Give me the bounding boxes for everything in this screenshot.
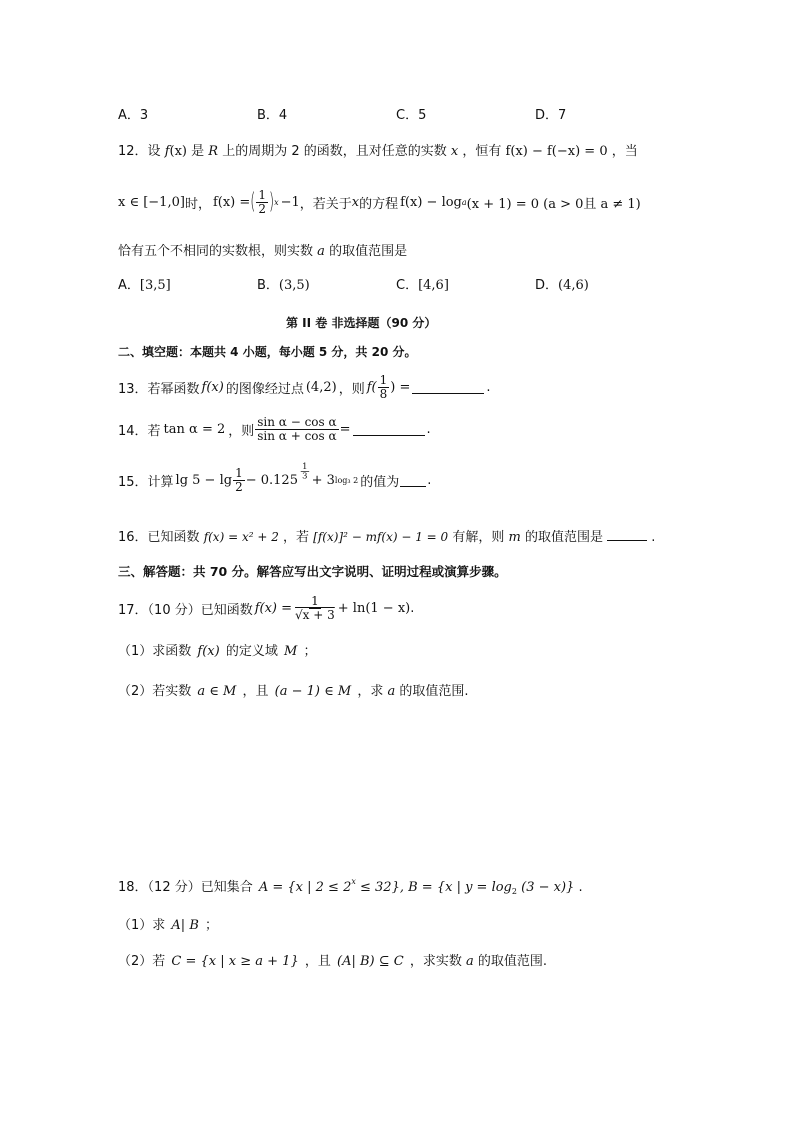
solve-header: 三、解答题：共 70 分。解答应写出文字说明、证明过程或演算步骤。 bbox=[118, 564, 507, 579]
q18-part-2: （2）若 C = {x | x ≥ a + 1} ，且 (A| B) ⊆ C ，求实数 a 的取值范围. bbox=[118, 954, 548, 969]
q17: 17．（10 分）已知函数 f(x) = $\frac{1}{√x + 3}$ + ln(1 − x) . bbox=[118, 593, 415, 622]
fill-in-header: 二、填空题：本题共 4 小题，每小题 5 分，共 20 分。 bbox=[118, 345, 417, 359]
q12-line-1: 12．设 f(x) 是 R 上的周期为 2 的函数，且对任意的实数 x ，恒有 f(x) − f(−x) = 0 ，当 bbox=[118, 144, 638, 159]
q11-option-a: A．3 bbox=[118, 108, 149, 123]
q13-answer-blank[interactable] bbox=[412, 381, 484, 394]
q16: 16．已知函数 f(x) = x² + 2 ，若 [f(x)]² − mf(x) − 1 = 0 有解，则 m 的取值范围是 . bbox=[118, 530, 656, 545]
q17-fraction: $\frac{1}{√x + 3}$ bbox=[295, 593, 335, 622]
q13-fraction: $\frac{1}{8}$ bbox=[379, 372, 388, 401]
q17-part-2: （2）若实数 a ∈ M ，且 (a − 1) ∈ M ，求 a 的取值范围. bbox=[118, 684, 469, 699]
q18: 18．（12 分）已知集合 A = {x | $2 \le 2^x \le 32$}, B = {x | $y = \log_2 (3 - x)$} . bbox=[118, 877, 583, 896]
q16-answer-blank[interactable] bbox=[607, 528, 647, 541]
q15-fraction: $\frac{1}{2}$ bbox=[235, 465, 243, 494]
q14-answer-blank[interactable] bbox=[353, 423, 425, 436]
q18-part-1: （1）求 A| B ； bbox=[118, 918, 219, 933]
q11-option-d: D．7 bbox=[535, 108, 567, 123]
q14: 14．若 tan α = 2 ，则 $\frac{\text{sin α − cos α}}{\text{sin α + cos α}}$ = . bbox=[118, 414, 431, 443]
q12-fraction: $\frac{1}{2}$ bbox=[258, 187, 266, 216]
q17-part-1: （1）求函数 f(x) 的定义域 M ； bbox=[118, 644, 317, 659]
q12-line-3: 恰有五个不相同的实数根，则实数 a 的取值范围是 bbox=[118, 244, 408, 259]
q12-option-d: D．(4,6) bbox=[535, 278, 589, 293]
q15-exponent-fraction: $\frac{1}{3}$ bbox=[302, 461, 308, 481]
q12-line-2: x ∈ [−1,0] 时， f(x) = ( $\frac{1}{2}$ ) x −1 ，若关于 x 的方程 f(x) − log a (x + 1) = 0 (a > 0且 a ≠ 1) bbox=[118, 187, 641, 216]
q11-option-c: C．5 bbox=[396, 108, 427, 123]
q12-option-b: B．(3,5) bbox=[257, 278, 310, 293]
q12-option-c: C．[4,6] bbox=[396, 278, 449, 293]
section-2-title: 第 II 卷 非选择题（90 分） bbox=[286, 316, 437, 330]
q15: 15．计算 lg 5 − lg $\frac{1}{2}$ − 0.125 $\frac{1}{3}$ + 3 log₃ 2 的值为 . bbox=[118, 461, 432, 494]
q12-option-a: A．[3,5] bbox=[118, 278, 171, 293]
q13: 13．若幂函数 f(x) 的图像经过点 (4,2) ，则 f( $\frac{1}{8}$ ) = . bbox=[118, 372, 491, 401]
q15-answer-blank[interactable] bbox=[400, 474, 426, 487]
q14-fraction: $\frac{\text{sin α − cos α}}{\text{sin α + cos α}}$ bbox=[257, 414, 337, 443]
q11-option-b: B．4 bbox=[257, 108, 288, 123]
